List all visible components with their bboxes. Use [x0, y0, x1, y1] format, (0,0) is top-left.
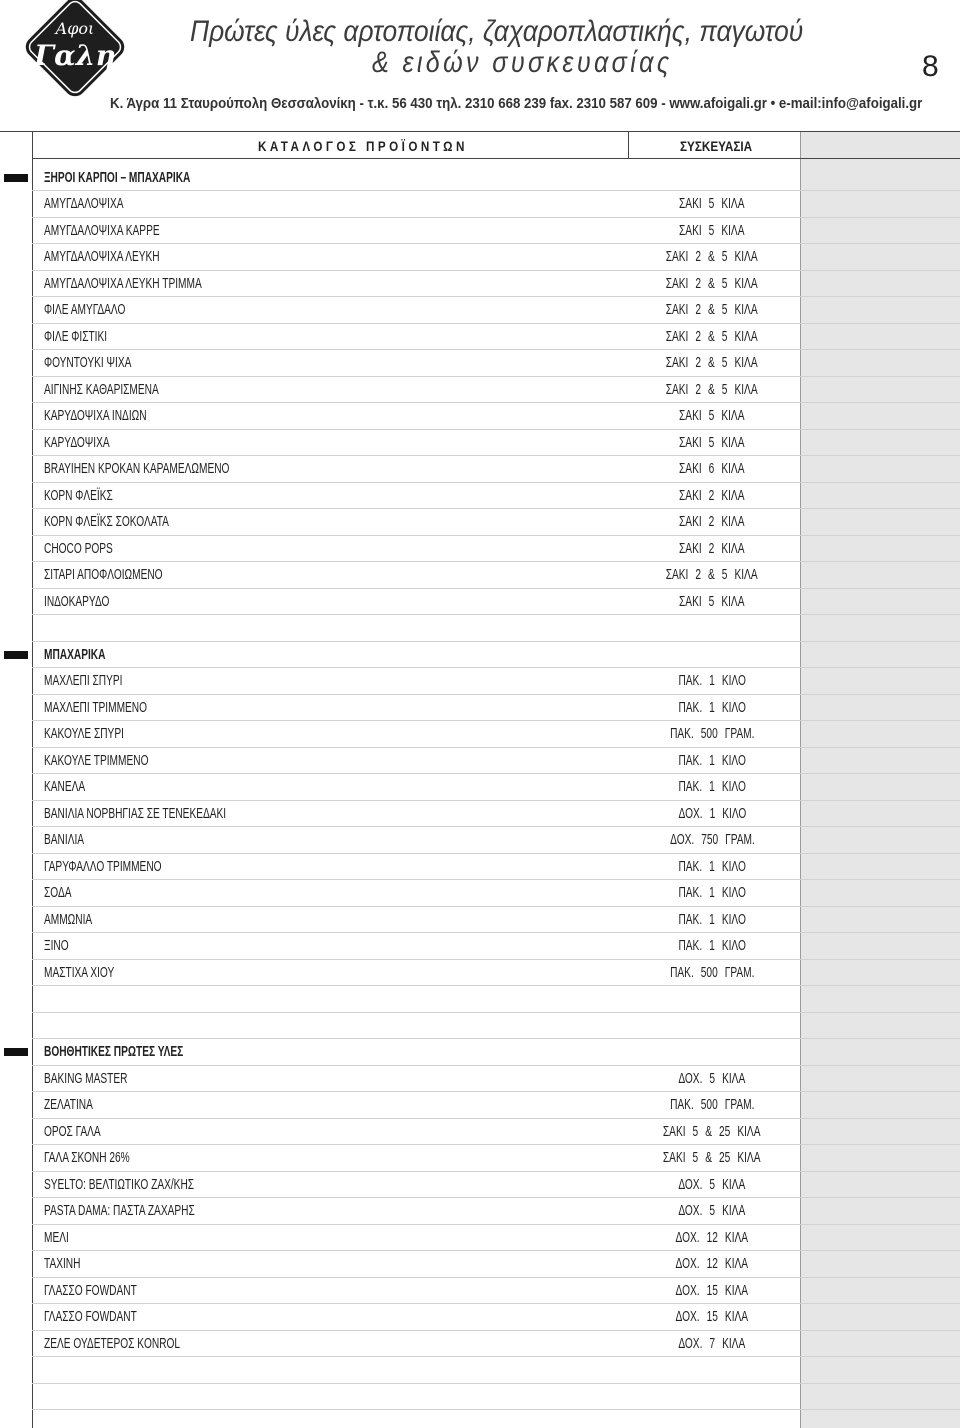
product-name: ΑΜΥΓΔΑΛΟΨΙΧΑ ΛΕΥΚΗ — [44, 249, 160, 266]
page-title-line2: & ειδών συσκευασίας — [372, 46, 673, 79]
page-number: 8 — [922, 50, 939, 83]
product-name: SYELTO: ΒΕΛΤΙΩΤΙΚΟ ΖΑΧ/ΚΗΣ — [44, 1176, 195, 1193]
product-name: ΜΑΧΛΕΠΙ ΤΡΙΜΜΕΝΟ — [44, 699, 148, 716]
company-logo — [0, 0, 150, 100]
product-name: ΚΟΡΝ ΦΛΕΪΚΣ — [44, 487, 113, 504]
product-name: ΓΑΡΥΦΑΛΛΟ ΤΡΙΜΜΕΝΟ — [44, 858, 162, 875]
product-row — [32, 1304, 960, 1331]
product-row — [32, 960, 960, 987]
packaging-value: ΣΑΚΙ 2 & 5 ΚΙΛΑ — [666, 328, 758, 345]
page-title-line1: Πρώτες ύλες αρτοποιίας, ζαχαροπλαστικής, παγωτού — [190, 15, 804, 48]
product-row — [32, 1066, 960, 1093]
packaging-cell — [628, 271, 796, 297]
product-row — [32, 589, 960, 616]
packaging-value: ΣΑΚΙ 2 & 5 ΚΙΛΑ — [666, 567, 758, 584]
packaging-cell — [628, 456, 796, 482]
packaging-cell — [628, 1092, 796, 1118]
packaging-value: ΣΑΚΙ 5 ΚΙΛΑ — [679, 222, 745, 239]
packaging-value: ΣΑΚΙ 2 & 5 ΚΙΛΑ — [666, 302, 758, 319]
product-row — [32, 933, 960, 960]
packaging-value: ΠΑΚ. 1 ΚΙΛΟ — [678, 911, 746, 928]
empty-row — [32, 1410, 960, 1428]
product-row — [32, 1198, 960, 1225]
product-name: ΓΛΑΣΣΟ FOWDANT — [44, 1309, 137, 1326]
packaging-value: ΣΑΚΙ 2 & 5 ΚΙΛΑ — [666, 275, 758, 292]
product-row — [32, 1092, 960, 1119]
product-row — [32, 244, 960, 271]
packaging-cell — [628, 1119, 796, 1145]
product-name: ΖΕΛΕ ΟΥΔΕΤΕΡΟΣ KONROL — [44, 1335, 181, 1352]
product-name: ΜΕΛΙ — [44, 1229, 69, 1246]
packaging-cell — [628, 1145, 796, 1171]
product-name: ΑΜΥΓΔΑΛΟΨΙΧΑ ΚΑΡΡΕ — [44, 222, 160, 239]
product-name: ΣΙΤΑΡΙ ΑΠΟΦΛΟΙΩΜΕΝΟ — [44, 567, 163, 584]
product-row — [32, 403, 960, 430]
product-row — [32, 191, 960, 218]
empty-row — [32, 1384, 960, 1411]
product-name: ΦΙΛΕ ΦΙΣΤΙΚΙ — [44, 328, 108, 345]
packaging-cell — [628, 297, 796, 323]
product-row — [32, 483, 960, 510]
product-table-body — [32, 165, 960, 1428]
product-row — [32, 1172, 960, 1199]
product-name: BRAYIHEN ΚΡΟΚΑΝ ΚΑΡΑΜΕΛΩΜΕΝΟ — [44, 461, 230, 478]
product-name: ΦΟΥΝΤΟΥΚΙ ΨΙΧΑ — [44, 355, 132, 372]
product-name: ΙΝΔΟΚΑΡΥΔΟ — [44, 593, 110, 610]
product-row — [32, 668, 960, 695]
packaging-cell — [628, 430, 796, 456]
contact-line: Κ. Άγρα 11 Σταυρούπολη Θεσσαλονίκη - τ.κ. 56 430 τηλ. 2310 668 239 fax. 2310 587 609 - www.afoigali.gr • e-mail:info@afoigali.gr — [110, 95, 923, 112]
product-name: ΖΕΛΑΤΙΝΑ — [44, 1097, 93, 1114]
product-row — [32, 801, 960, 828]
logo-text-main: Γαλη — [34, 39, 116, 72]
section-marker — [4, 651, 28, 659]
packaging-cell — [628, 801, 796, 827]
packaging-cell — [628, 1225, 796, 1251]
packaging-header-divider — [628, 131, 629, 158]
packaging-value: ΣΑΚΙ 2 ΚΙΛΑ — [679, 487, 745, 504]
packaging-cell — [628, 324, 796, 350]
product-row — [32, 377, 960, 404]
packaging-value: ΣΑΚΙ 2 & 5 ΚΙΛΑ — [666, 249, 758, 266]
packaging-value: ΠΑΚ. 1 ΚΙΛΟ — [678, 779, 746, 796]
product-name: ΚΑΝΕΛΑ — [44, 779, 86, 796]
packaging-value: ΔΟΧ. 5 ΚΙΛΑ — [678, 1070, 746, 1087]
packaging-cell — [628, 695, 796, 721]
product-name: ΑΜΥΓΔΑΛΟΨΙΧΑ — [44, 196, 124, 213]
product-name: CHOCO POPS — [44, 540, 113, 557]
packaging-cell — [628, 403, 796, 429]
product-name: ΟΡΟΣ ΓΑΛΑ — [44, 1123, 101, 1140]
product-name: ΚΑΡΥΔΟΨΙΧΑ ΙΝΔΙΩΝ — [44, 408, 147, 425]
empty-row — [32, 1013, 960, 1040]
packaging-value: ΔΟΧ. 15 ΚΙΛΑ — [675, 1309, 749, 1326]
product-row — [32, 350, 960, 377]
table-header-rule — [32, 158, 960, 159]
section-title: ΞΗΡΟΙ ΚΑΡΠΟΙ – ΜΠΑΧΑΡΙΚΑ — [44, 169, 191, 186]
packaging-value: ΔΟΧ. 5 ΚΙΛΑ — [678, 1176, 746, 1193]
packaging-value: ΠΑΚ. 500 ΓΡΑΜ. — [669, 964, 755, 981]
product-row — [32, 509, 960, 536]
catalog-heading: ΚΑΤΑΛΟΓΟΣ ΠΡΟΪΟΝΤΩΝ — [258, 139, 468, 154]
table-top-rule — [0, 131, 960, 132]
product-name: ΑΙΓΙΝΗΣ ΚΑΘΑΡΙΣΜΕΝΑ — [44, 381, 159, 398]
section-header-row — [32, 642, 960, 669]
packaging-value: ΔΟΧ. 1 ΚΙΛΟ — [678, 805, 746, 822]
section-header-row — [32, 165, 960, 192]
product-row — [32, 536, 960, 563]
product-row — [32, 271, 960, 298]
packaging-heading: ΣΥΣΚΕΥΑΣΙΑ — [680, 139, 753, 154]
packaging-cell — [628, 880, 796, 906]
packaging-value: ΠΑΚ. 500 ΓΡΑΜ. — [669, 726, 755, 743]
product-row — [32, 695, 960, 722]
product-row — [32, 562, 960, 589]
packaging-value: ΣΑΚΙ 5 ΚΙΛΑ — [679, 196, 745, 213]
packaging-cell — [628, 1331, 796, 1357]
packaging-cell — [628, 1304, 796, 1330]
packaging-value: ΔΟΧ. 7 ΚΙΛΑ — [678, 1335, 746, 1352]
packaging-cell — [628, 827, 796, 853]
product-row — [32, 748, 960, 775]
section-marker — [4, 174, 28, 182]
packaging-cell — [628, 1251, 796, 1277]
packaging-value: ΔΟΧ. 12 ΚΙΛΑ — [675, 1229, 749, 1246]
product-name: ΓΛΑΣΣΟ FOWDANT — [44, 1282, 137, 1299]
product-row — [32, 827, 960, 854]
packaging-value: ΣΑΚΙ 5 ΚΙΛΑ — [679, 593, 745, 610]
packaging-cell — [628, 191, 796, 217]
packaging-cell — [628, 1172, 796, 1198]
packaging-value: ΠΑΚ. 1 ΚΙΛΟ — [678, 752, 746, 769]
packaging-value: ΠΑΚ. 1 ΚΙΛΟ — [678, 938, 746, 955]
product-name: ΦΙΛΕ ΑΜΥΓΔΑΛΟ — [44, 302, 126, 319]
product-row — [32, 1225, 960, 1252]
packaging-cell — [628, 721, 796, 747]
packaging-cell — [628, 668, 796, 694]
product-row — [32, 324, 960, 351]
product-name: ΣΟΔΑ — [44, 885, 72, 902]
logo-text-top: Αφοι — [55, 19, 95, 38]
product-name: PASTA DAMA: ΠΑΣΤΑ ΖΑΧΑΡΗΣ — [44, 1203, 195, 1220]
packaging-value: ΣΑΚΙ 6 ΚΙΛΑ — [679, 461, 745, 478]
product-row — [32, 1119, 960, 1146]
product-row — [32, 1278, 960, 1305]
packaging-cell — [628, 377, 796, 403]
packaging-value: ΣΑΚΙ 5 & 25 ΚΙΛΑ — [663, 1123, 761, 1140]
product-row — [32, 297, 960, 324]
product-name: ΑΜΥΓΔΑΛΟΨΙΧΑ ΛΕΥΚΗ ΤΡΙΜΜΑ — [44, 275, 202, 292]
packaging-value: ΣΑΚΙ 2 ΚΙΛΑ — [679, 540, 745, 557]
product-name: ΚΟΡΝ ΦΛΕΪΚΣ ΣΟΚΟΛΑΤΑ — [44, 514, 169, 531]
packaging-value: ΣΑΚΙ 5 ΚΙΛΑ — [679, 434, 745, 451]
packaging-value: ΠΑΚ. 1 ΚΙΛΟ — [678, 885, 746, 902]
product-name: ΚΑΚΟΥΛΕ ΤΡΙΜΜΕΝΟ — [44, 752, 149, 769]
product-name: BAKING MASTER — [44, 1070, 128, 1087]
packaging-cell — [628, 509, 796, 535]
product-name: ΤΑΧΙΝΗ — [44, 1256, 81, 1273]
packaging-value: ΠΑΚ. 1 ΚΙΛΟ — [678, 699, 746, 716]
product-row — [32, 880, 960, 907]
product-name: ΒΑΝΙΛΙΑ ΝΟΡΒΗΓΙΑΣ ΣΕ ΤΕΝΕΚΕΔΑΚΙ — [44, 805, 227, 822]
packaging-cell — [628, 483, 796, 509]
packaging-value: ΔΟΧ. 750 ΓΡΑΜ. — [669, 832, 755, 849]
product-name: ΑΜΜΩΝΙΑ — [44, 911, 93, 928]
empty-row — [32, 1357, 960, 1384]
product-row — [32, 1331, 960, 1358]
packaging-cell — [628, 218, 796, 244]
product-row — [32, 721, 960, 748]
packaging-value: ΠΑΚ. 500 ΓΡΑΜ. — [669, 1097, 755, 1114]
section-header-row — [32, 1039, 960, 1066]
packaging-value: ΣΑΚΙ 2 ΚΙΛΑ — [679, 514, 745, 531]
packaging-cell — [628, 933, 796, 959]
section-title: ΒΟΗΘΗΤΙΚΕΣ ΠΡΩΤΕΣ ΥΛΕΣ — [44, 1044, 184, 1061]
packaging-cell — [628, 350, 796, 376]
product-name: ΜΑΣΤΙΧΑ ΧΙΟΥ — [44, 964, 115, 981]
packaging-value: ΔΟΧ. 12 ΚΙΛΑ — [675, 1256, 749, 1273]
product-row — [32, 774, 960, 801]
packaging-value: ΣΑΚΙ 5 & 25 ΚΙΛΑ — [663, 1150, 761, 1167]
product-row — [32, 1145, 960, 1172]
packaging-cell — [628, 960, 796, 986]
section-marker — [4, 1048, 28, 1056]
product-name: ΒΑΝΙΛΙΑ — [44, 832, 85, 849]
packaging-cell — [628, 748, 796, 774]
packaging-cell — [628, 536, 796, 562]
packaging-cell — [628, 1278, 796, 1304]
section-title: ΜΠΑΧΑΡΙΚΑ — [44, 646, 106, 663]
product-name: ΚΑΚΟΥΛΕ ΣΠΥΡΙ — [44, 726, 124, 743]
packaging-cell — [628, 562, 796, 588]
product-name: ΜΑΧΛΕΠΙ ΣΠΥΡΙ — [44, 673, 123, 690]
packaging-value: ΔΟΧ. 5 ΚΙΛΑ — [678, 1203, 746, 1220]
packaging-cell — [628, 589, 796, 615]
packaging-value: ΔΟΧ. 15 ΚΙΛΑ — [675, 1282, 749, 1299]
packaging-cell — [628, 1066, 796, 1092]
product-name: ΞΙΝΟ — [44, 938, 69, 955]
product-row — [32, 907, 960, 934]
packaging-value: ΣΑΚΙ 2 & 5 ΚΙΛΑ — [666, 355, 758, 372]
packaging-value: ΣΑΚΙ 5 ΚΙΛΑ — [679, 408, 745, 425]
packaging-value: ΠΑΚ. 1 ΚΙΛΟ — [678, 858, 746, 875]
packaging-cell — [628, 774, 796, 800]
empty-row — [32, 615, 960, 642]
product-row — [32, 1251, 960, 1278]
product-row — [32, 456, 960, 483]
packaging-cell — [628, 244, 796, 270]
product-row — [32, 854, 960, 881]
product-row — [32, 430, 960, 457]
packaging-cell — [628, 1198, 796, 1224]
packaging-value: ΣΑΚΙ 2 & 5 ΚΙΛΑ — [666, 381, 758, 398]
product-name: ΓΑΛΑ ΣΚΟΝΗ 26% — [44, 1150, 130, 1167]
packaging-cell — [628, 907, 796, 933]
product-row — [32, 218, 960, 245]
empty-row — [32, 986, 960, 1013]
packaging-value: ΠΑΚ. 1 ΚΙΛΟ — [678, 673, 746, 690]
product-name: ΚΑΡΥΔΟΨΙΧΑ — [44, 434, 110, 451]
packaging-cell — [628, 854, 796, 880]
